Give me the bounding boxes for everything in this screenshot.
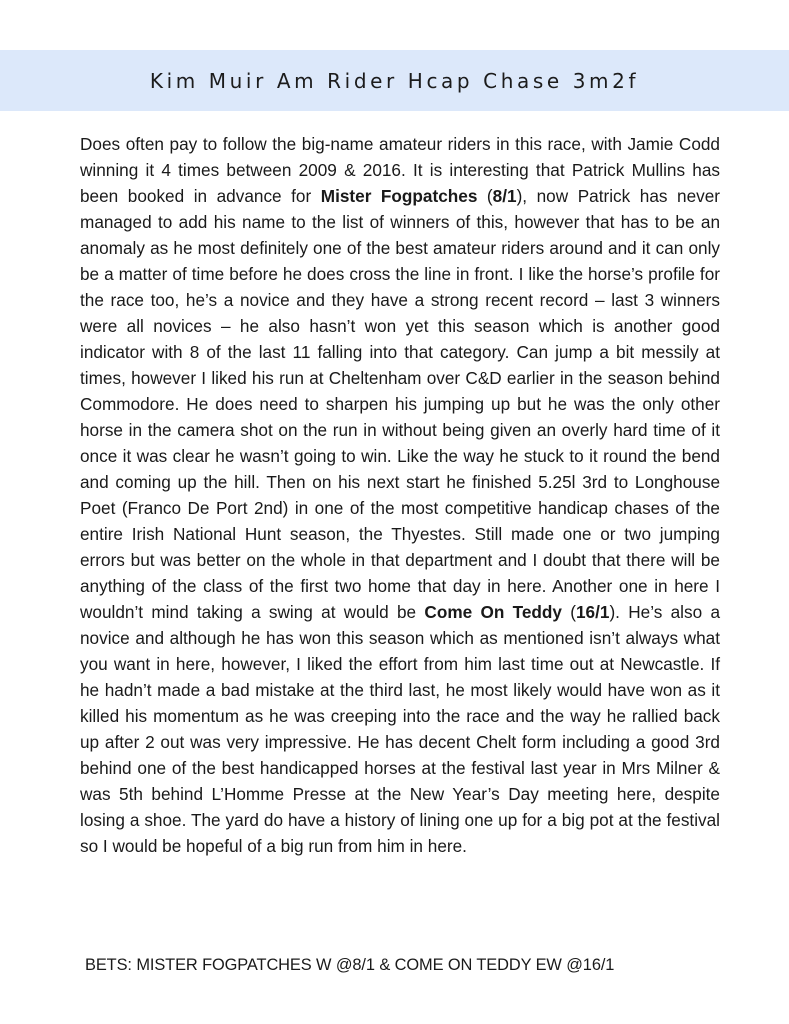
- horse-name-mister-fogpatches: Mister Fogpatches: [320, 186, 478, 206]
- odds-come-on-teddy: 16/1: [576, 602, 610, 622]
- page-title: Kim Muir Am Rider Hcap Chase 3m2f: [149, 68, 640, 93]
- horse-name-come-on-teddy: Come On Teddy: [424, 602, 562, 622]
- bets-line: BETS: MISTER FOGPATCHES W @8/1 & COME ON TEDDY EW @16/1: [85, 956, 615, 974]
- odds-open-2: (: [561, 602, 576, 622]
- article-body: [80, 131, 720, 859]
- odds-mister-fogpatches: 8/1: [492, 186, 517, 206]
- article-text-1: Does often pay to follow the big-name amateur riders in this race, with Jamie Codd winning it 4 times between 2009 & 2016. It is interesting that Patrick Mullins has been booked in advance for: [80, 134, 720, 206]
- title-band: [0, 50, 789, 111]
- odds-open-1: (: [477, 186, 493, 206]
- article-text-2: ), now Patrick has never managed to add his name to the list of winners of this, however that has to be an anomaly as he most definitely one of the best amateur riders around and it can only be a matter of time before he does cross the line in front. I like the horse’s profile for the race too, he’s a novice and they have a strong recent record – last 3 winners were all novices – he also hasn’t won yet this season which is another good indicator with 8 of the last 11 falling into that category. Can jump a bit messily at times, however I liked his run at Cheltenham over C&D earlier in the season behind Commodore. He does need to sharpen his jumping up but he was the only other horse in the camera shot on the run in without being given an overly hard time of it once it was clear he wasn’t going to win. Like the way he stuck to it round the bend and coming up the hill. Then on his next start he finished 5.25l 3rd to Longhouse Poet (Franco De Port 2nd) in one of the most competitive handicap chases of the entire Irish National Hunt season, the Thyestes. Still made one or two jumping errors but was better on the whole in that department and I doubt that there will be anything of the class of the first two home that day in here. Another one in here I wouldn’t mind taking a swing at would be: [80, 186, 721, 622]
- article-text-3: ). He’s also a novice and although he has won this season which as mentioned isn’t always what you want in here, however, I liked the effort from him last time out at Newcastle. If he hadn’t made a bad mistake at the third last, he most likely would have won as it killed his momentum as he was creeping into the race and the way he rallied back up after 2 out was very impressive. He has decent Chelt form including a good 3rd behind one of the best handicapped horses at the festival last year in Mrs Milner & was 5th behind L’Homme Presse at the New Year’s Day meeting here, despite losing a shoe. The yard do have a history of lining one up for a big pot at the festival so I would be hopeful of a big run from him in here.: [80, 602, 720, 856]
